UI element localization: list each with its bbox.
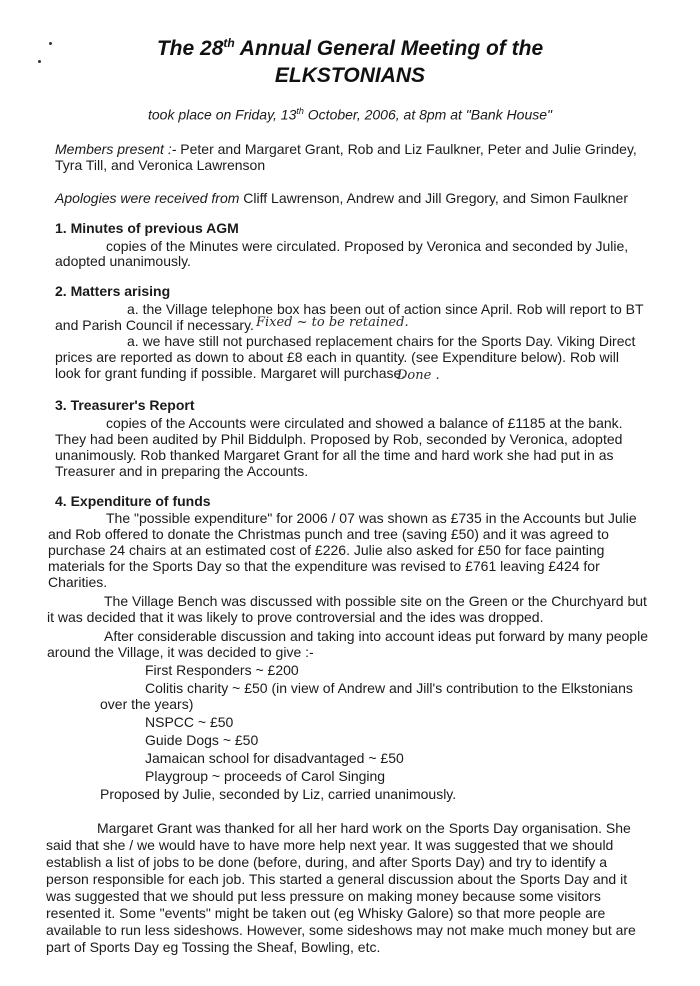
gift-item: Colitis charity ~ £50 (in view of Andrew and Jill's contribution to the Elkstonians	[145, 680, 633, 696]
gift-item: over the years)	[100, 696, 194, 712]
members-present-line2: Tyra Till, and Veronica Lawrenson	[55, 157, 266, 173]
document-title-line1: The 28th Annual General Meeting of the	[156, 36, 544, 60]
section-2-heading: 2. Matters arising	[55, 283, 171, 299]
sports-day-line: part of Sports Day eg Tossing the Sheaf, Bowling, etc.	[46, 939, 381, 955]
section-2-item-b-line1: a. we have still not purchased replacement chairs for the Sports Day. Viking Direct	[127, 333, 636, 349]
section-2-item-b-line3: look for grant funding if possible. Margaret will purchase.	[55, 365, 406, 381]
apologies-line: Apologies were received from Cliff Lawrenson, Andrew and Jill Gregory, and Simon Faulkner	[55, 190, 628, 206]
sports-day-line: person responsible for each job. This started a general discussion about the Sports Day and it	[46, 871, 628, 887]
sports-day-line: Margaret Grant was thanked for all her hard work on the Sports Day organisation. She	[97, 820, 631, 836]
gift-item: Guide Dogs ~ £50	[145, 732, 259, 748]
gift-item: Playgroup ~ proceeds of Carol Singing	[145, 768, 386, 784]
handwritten-note-done: Done .	[397, 368, 440, 383]
expenditure-para1-line: materials for the Sports Day so that the expenditure was revised to £761 leaving £424 for	[48, 558, 600, 574]
document-title-line2: ELKSTONIANS	[274, 64, 426, 87]
gifts-proposed-line: Proposed by Julie, seconded by Liz, carried unanimously.	[100, 786, 457, 802]
sports-day-line: said that she / we would have to have more help next year. It was suggested that we should	[46, 837, 614, 853]
sports-day-line: establish a list of jobs to be done (before, during, and after Sports Day) and try to identify a	[46, 854, 608, 870]
section-3-line1: copies of the Accounts were circulated and showed a balance of £1185 at the bank.	[106, 415, 623, 431]
section-3-heading: 3. Treasurer's Report	[55, 397, 195, 413]
section-3-line2: They had been audited by Phil Biddulph. Proposed by Rob, seconded by Veronica, adopted	[55, 431, 623, 447]
discussion-line: around the Village, it was decided to give :-	[47, 644, 314, 660]
expenditure-para1-line: purchase 24 chairs at an estimated cost of £226. Julie also asked for £50 for face painting	[48, 542, 605, 558]
sports-day-line: available to run less sideshows. However, some sideshows may not make much money but are	[46, 922, 636, 938]
village-bench-line: The Village Bench was discussed with possible site on the Green or the Churchyard but	[104, 593, 647, 609]
section-2-item-b-line2: prices are reported as down to about £8 each in quantity. (see Expenditure below). Rob will	[55, 349, 619, 365]
sports-day-line: was suggested that we should put less pressure on making money because some visitors	[46, 888, 601, 904]
section-1-heading: 1. Minutes of previous AGM	[55, 220, 239, 236]
expenditure-para1-line: The "possible expenditure" for 2006 / 07 was shown as £735 in the Accounts but Julie	[106, 510, 637, 526]
expenditure-para1-line: and Rob offered to donate the Christmas punch and tree (saving £50) and it was agreed to	[48, 526, 609, 542]
section-2-item-a-line2: and Parish Council if necessary.	[55, 317, 254, 333]
gift-item: Jamaican school for disadvantaged ~ £50	[145, 750, 404, 766]
handwritten-note-fixed: Fixed ~ to be retained.	[256, 315, 409, 330]
sports-day-line: resented it. Some "events" might be taken out (eg Whisky Galore) so that more people are	[46, 905, 606, 921]
expenditure-para1-line: Charities.	[48, 574, 108, 590]
members-present-line1: Members present :- Peter and Margaret Grant, Rob and Liz Faulkner, Peter and Julie Grindey,	[55, 141, 637, 157]
meeting-date-line: took place on Friday, 13th October, 2006, at 8pm at "Bank House"	[148, 106, 552, 123]
gift-item: NSPCC ~ £50	[145, 714, 234, 730]
village-bench-line: it was decided that it was likely to prove controversial and the ides was dropped.	[47, 609, 544, 625]
section-1-line1: copies of the Minutes were circulated. Proposed by Veronica and seconded by Julie,	[106, 238, 629, 254]
gift-item: First Responders ~ £200	[145, 662, 299, 678]
section-3-line4: Treasurer and in preparing the Accounts.	[55, 463, 309, 479]
section-4-heading: 4. Expenditure of funds	[55, 493, 211, 509]
section-3-line3: unanimously. Rob thanked Margaret Grant for all the time and hard work she had put in as	[55, 447, 614, 463]
section-2-item-a-line1: a. the Village telephone box has been out of action since April. Rob will report to BT	[127, 301, 644, 317]
discussion-line: After considerable discussion and taking into account ideas put forward by many people	[104, 628, 648, 644]
section-1-line2: adopted unanimously.	[55, 253, 191, 269]
